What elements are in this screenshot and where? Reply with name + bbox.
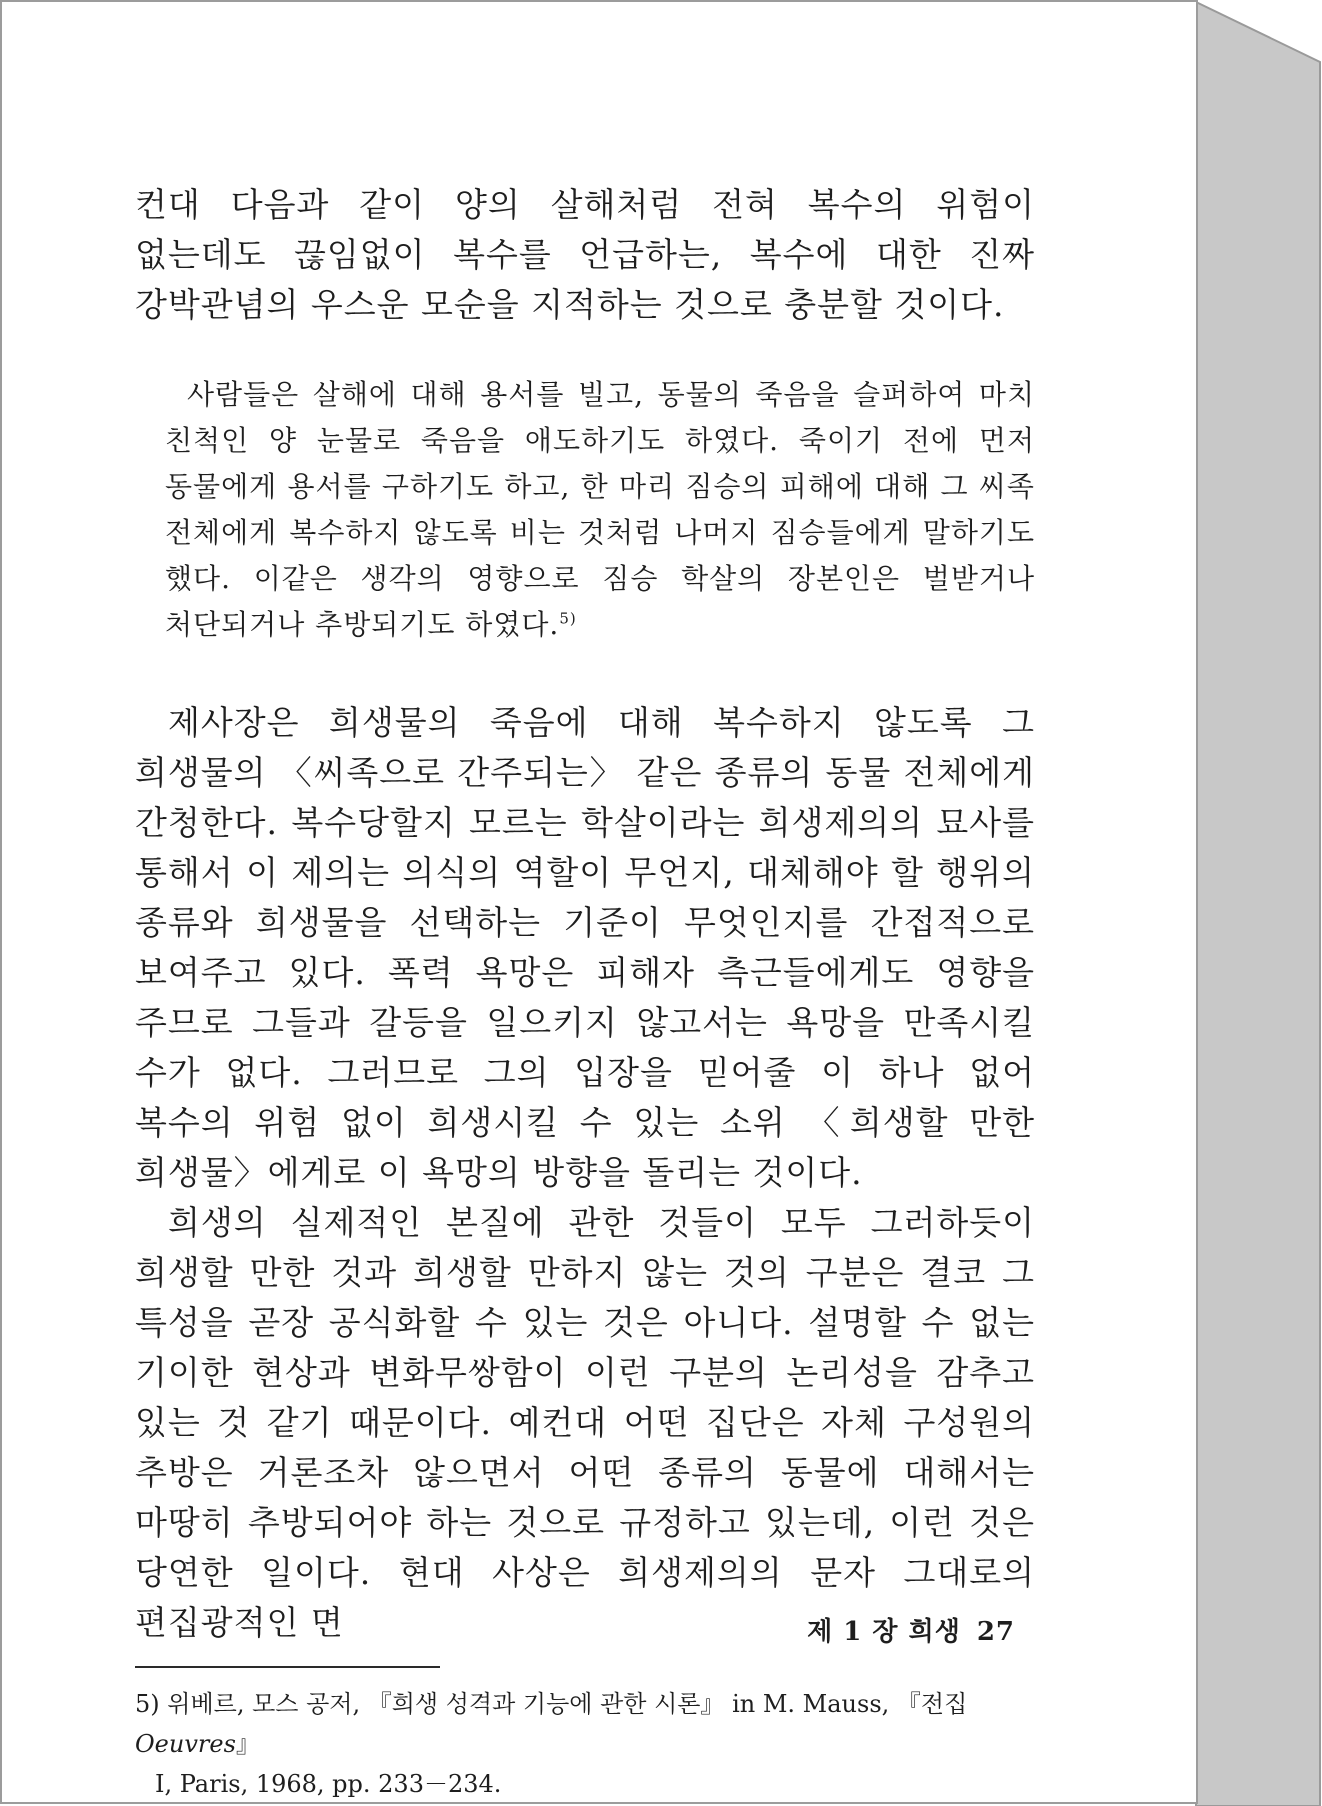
footnote-marker: 5) bbox=[135, 1690, 160, 1718]
footnote-italic-title: Oeuvres bbox=[135, 1730, 236, 1758]
footnote-text-close: 』 bbox=[235, 1730, 260, 1758]
running-footer bbox=[807, 1611, 1015, 1648]
paragraph-1: 컨대 다음과 같이 양의 살해처럼 전혀 복수의 위험이 없는데도 끊임없이 복수를 언급하는, 복수에 대한 진짜 강박관념의 우스운 모순을 지적하는 것으로 충분할 것이다. bbox=[135, 185, 1035, 324]
paragraph-3: 희생의 실제적인 본질에 관한 것들이 모두 그러하듯이 희생할 만한 것과 희생할 만하지 않는 것의 구분은 결코 그 특성을 곧장 공식화할 수 있는 것은 아니다. 설명할 수 없는 기이한 현상과 변화무쌍함이 이런 구분의 논리성을 감추고 있는 것 같기 때문이다. 예컨대 어떤 집단은 자체 구성원의 추방은 거론조차 않으면서 어떤 종류의 동물에 대해서는 마땅히 추방되어야 하는 것으로 규정하고 있는데, 이런 것은 당연한 일이다. 현대 사상은 희생제의의 문자 그대로의 편집광적인 면 bbox=[135, 1203, 1035, 1642]
footnote-continuation: I, Paris, 1968, pp. 233－234. bbox=[155, 1770, 502, 1798]
footnote-divider bbox=[135, 1666, 440, 1668]
page-content bbox=[135, 180, 1035, 1804]
paragraph-2: 제사장은 희생물의 죽음에 대해 복수하지 않도록 그 희생물의 〈씨족으로 간주되는〉 같은 종류의 동물 전체에게 간청한다. 복수당할지 모르는 학살이라는 희생제의의 묘사를 통해서 이 제의는 의식의 역할이 무언지, 대체해야 할 행위의 종류와 희생물을 선택하는 기준이 무엇인지를 간접적으로 보여주고 있다. 폭력 욕망은 피해자 측근들에게도 영향을 주므로 그들과 갈등을 일으키지 않고서는 욕망을 만족시킬 수가 없다. 그러므로 그의 입장을 믿어줄 이 하나 없어 복수의 위험 없이 희생시킬 수 있는 소위 〈희생할 만한 희생물〉에게로 이 욕망의 방향을 돌리는 것이다. bbox=[135, 703, 1035, 1192]
footnote-text: 위베르, 모스 공저, 『희생 성격과 기능에 관한 시론』 in M. Mauss, 『전집 bbox=[167, 1690, 968, 1718]
footnote-reference: 5) bbox=[559, 609, 577, 628]
block-quote-text: 사람들은 살해에 대해 용서를 빌고, 동물의 죽음을 슬퍼하여 마치 친척인 양 눈물로 죽음을 애도하기도 하였다. 죽이기 전에 먼저 동물에게 용서를 구하기도 하고, 한 마리 짐승의 피해에 대해 그 씨족 전체에게 복수하지 않도록 비는 것처럼 나머지 짐승들에게 말하기도 했다. 이같은 생각의 영향으로 짐승 학살의 장본인은 벌받거나 처단되거나 추방되기도 하였다. bbox=[165, 378, 1035, 641]
book-edge-side bbox=[1196, 2, 1320, 1806]
chapter-title: 제 1 장 희생 bbox=[807, 1617, 961, 1647]
page-number: 27 bbox=[976, 1617, 1015, 1647]
block-quote bbox=[165, 372, 1035, 648]
footnote bbox=[135, 1684, 1035, 1804]
